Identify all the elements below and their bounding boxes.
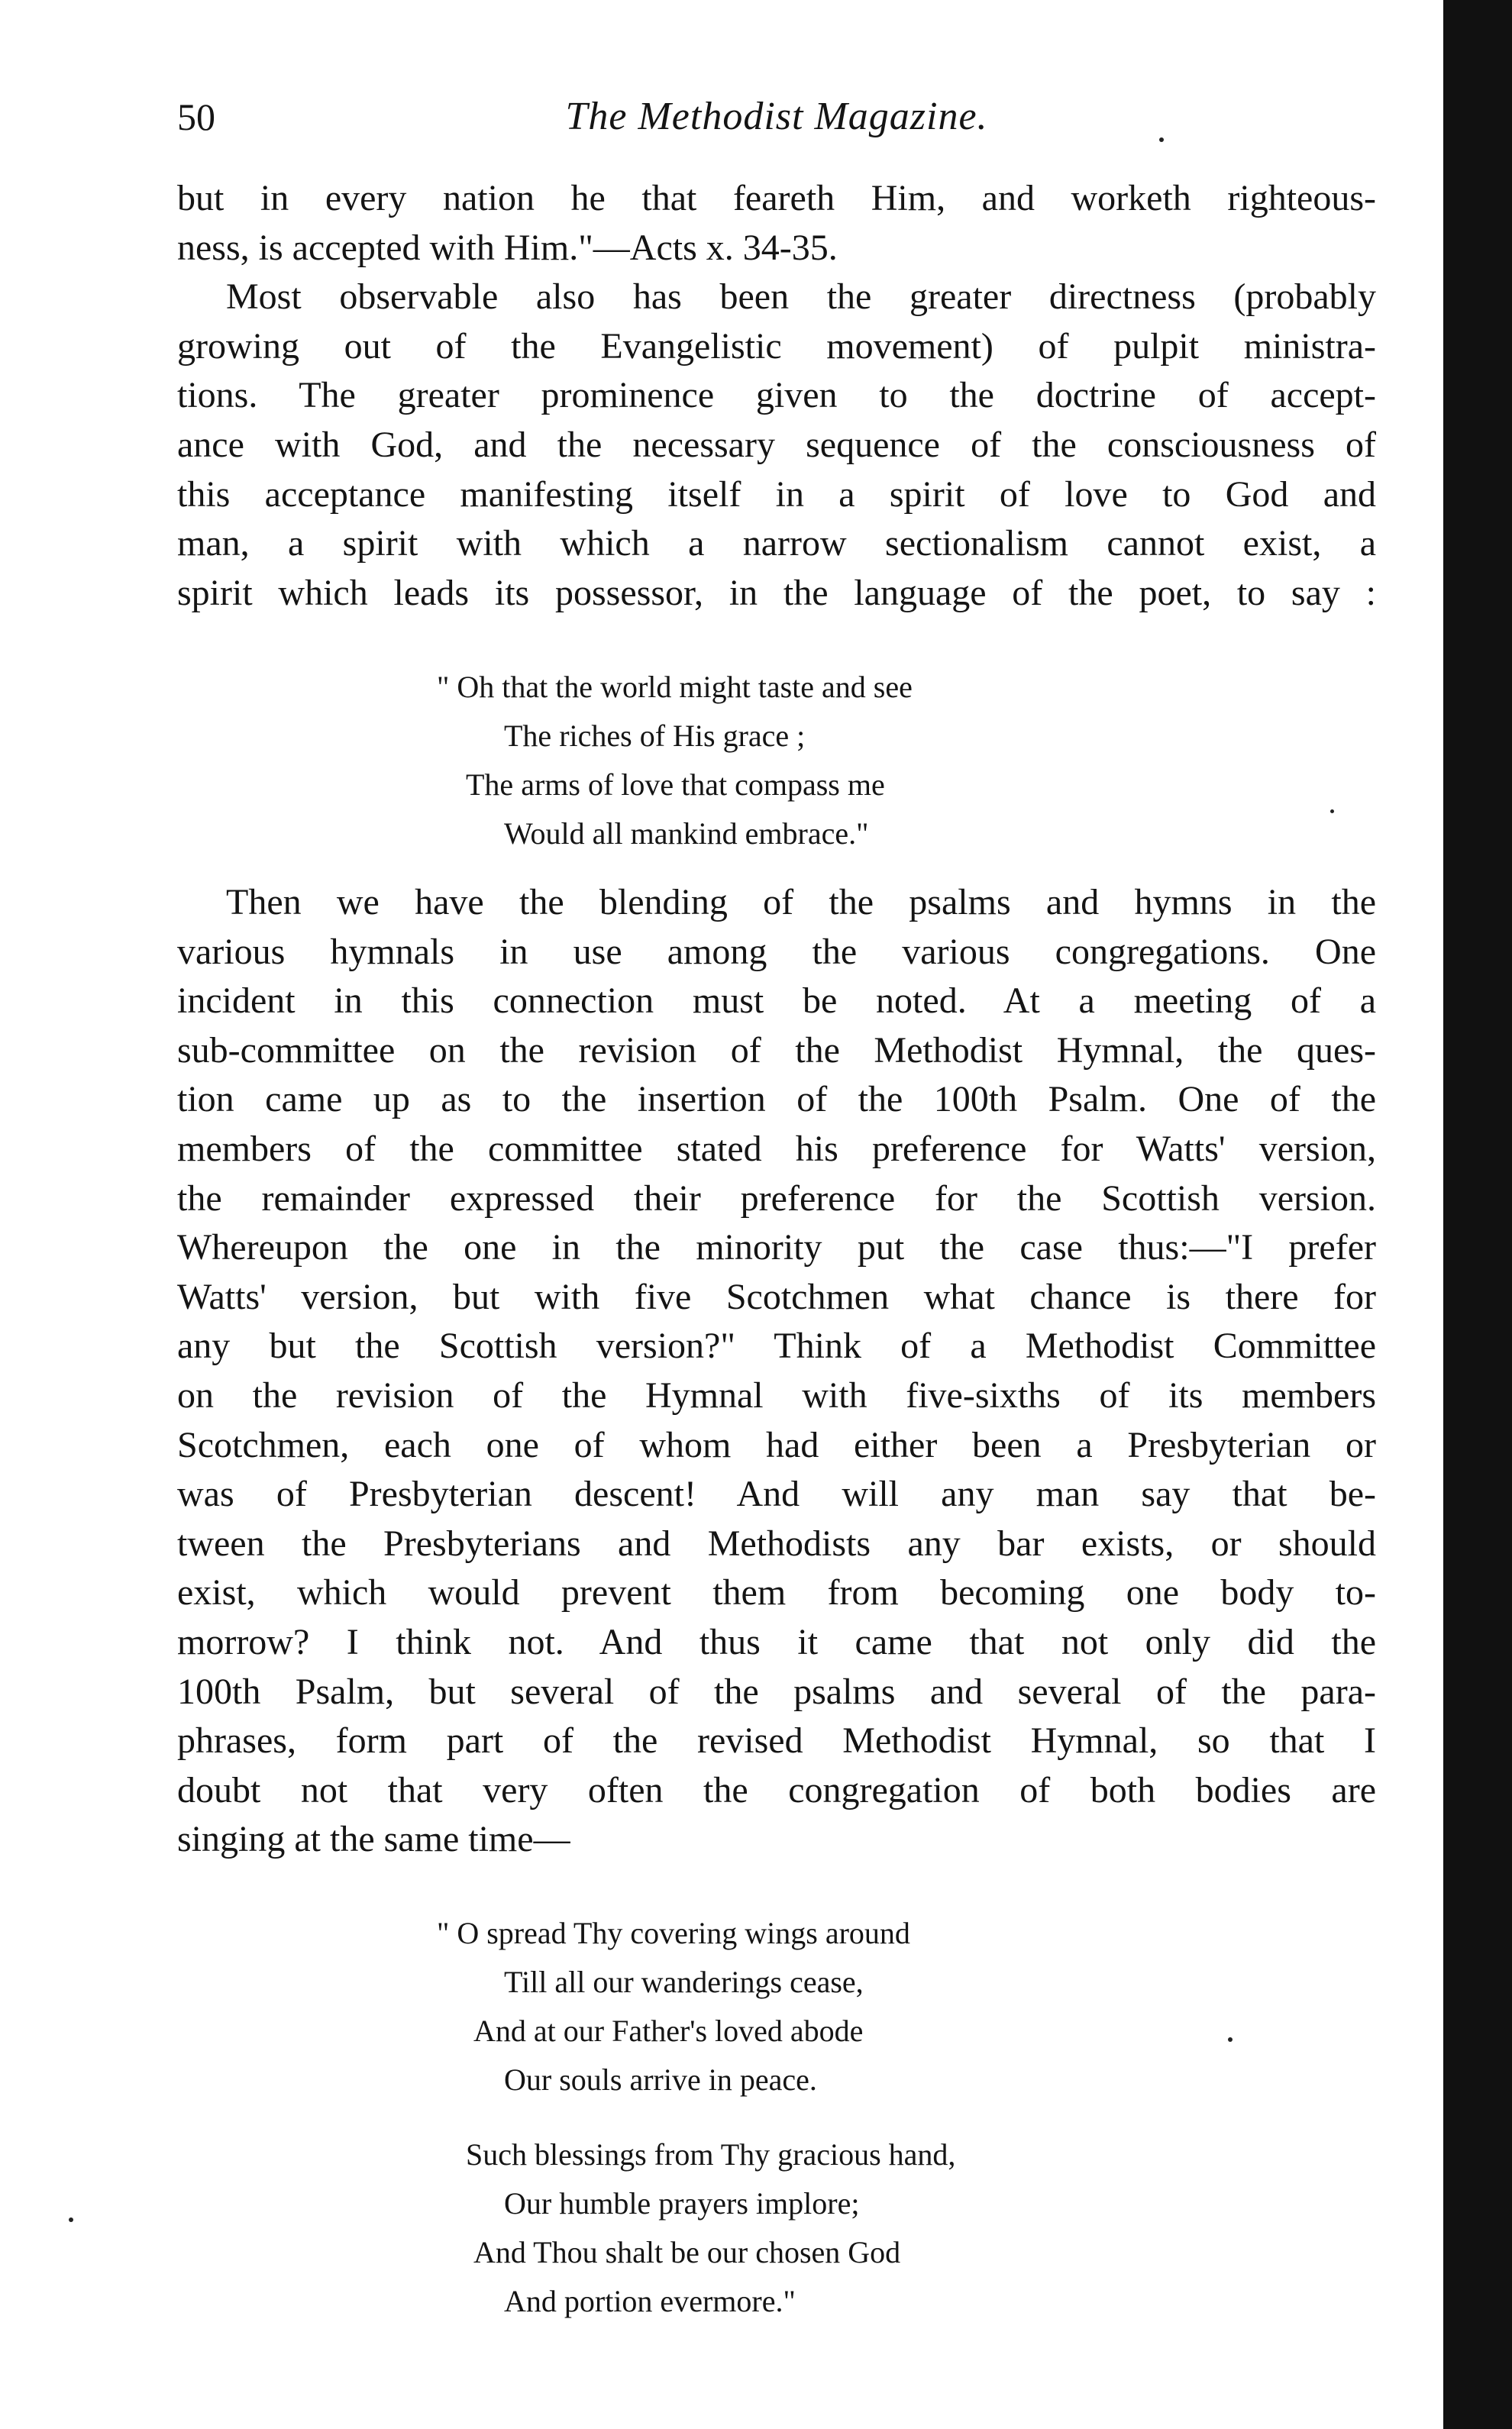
page-number: 50 [177, 95, 215, 138]
text-line: doubt not that very often the congregation of both bodies are [177, 1769, 1376, 1810]
print-speck [1159, 137, 1164, 142]
print-speck [1228, 2037, 1233, 2042]
text-line: exist, which would prevent them from becoming one body to- [177, 1572, 1376, 1613]
text-line: but in every nation he that feareth Him, and worketh righteous- [177, 178, 1376, 218]
text-line: tween the Presbyterians and Methodists any bar exists, or should [177, 1523, 1376, 1564]
text-line: tions. The greater prominence given to the doctrine of accept- [177, 375, 1376, 416]
text-line: this acceptance manifesting itself in a spirit of love to God and [177, 473, 1376, 515]
verse-quotation [0, 663, 1512, 861]
text-line: incident in this connection must be noted. At a meeting of a [177, 980, 1376, 1022]
scan-edge-shadow [1443, 0, 1512, 2429]
body-text [177, 174, 1376, 618]
text-line: sub-committee on the revision of the Methodist Hymnal, the ques- [177, 1029, 1376, 1071]
text-line: Scotchmen, each one of whom had either been a Presbyterian or [177, 1424, 1376, 1465]
verse-line: " Oh that the world might taste and see [437, 670, 913, 704]
print-speck [69, 2217, 73, 2222]
page-header [177, 82, 1376, 151]
text-line: any but the Scottish version?" Think of a Methodist Committee [177, 1326, 1376, 1367]
text-line: tion came up as to the insertion of the 100th Psalm. One of the [177, 1079, 1376, 1120]
verse-line: " O spread Thy covering wings around [437, 1916, 910, 1950]
text-line: was of Presbyterian descent! And will any man say that be- [177, 1474, 1376, 1515]
verse-line: Our humble prayers implore; [504, 2186, 860, 2221]
verse-line: The riches of His grace ; [504, 719, 806, 753]
text-line: 100th Psalm, but several of the psalms and several of the para- [177, 1671, 1376, 1712]
verse-line: Would all mankind embrace." [504, 816, 869, 851]
verse-quotation [0, 1909, 1512, 2318]
text-line: Watts' version, but with five Scotchmen what chance is there for [177, 1276, 1376, 1317]
text-line: the remainder expressed their preference for the Scottish version. [177, 1177, 1376, 1219]
verse-line: And portion evermore." [504, 2284, 796, 2318]
text-line: morrow? I think not. And thus it came that not only did the [177, 1621, 1376, 1662]
body-text [177, 878, 1376, 1865]
text-line: ness, is accepted with Him."—Acts x. 34-35. [177, 227, 838, 268]
verse-line: Till all our wanderings cease, [504, 1965, 864, 1999]
text-line: phrases, form part of the revised Methodist Hymnal, so that I [177, 1720, 1376, 1762]
verse-line: And at our Father's loved abode [473, 2014, 864, 2048]
text-line: Then we have the blending of the psalms and hymns in the [226, 882, 1376, 922]
verse-line: The arms of love that compass me [466, 767, 885, 802]
text-line: various hymnals in use among the various congregations. One [177, 931, 1376, 972]
text-line: spirit which leads its possessor, in the language of the poet, to say : [177, 572, 1376, 613]
text-line: members of the committee stated his preference for Watts' version, [177, 1128, 1376, 1169]
text-line: growing out of the Evangelistic movement) of pulpit ministra- [177, 325, 1376, 367]
text-line: singing at the same time— [177, 1819, 570, 1860]
text-line: on the revision of the Hymnal with five-sixths of its members [177, 1374, 1376, 1416]
text-line: ance with God, and the necessary sequence of the consciousness of [177, 424, 1376, 465]
running-title: The Methodist Magazine. [565, 95, 988, 138]
verse-line: Such blessings from Thy gracious hand, [466, 2137, 956, 2172]
print-speck [1330, 809, 1334, 813]
text-line: man, a spirit with which a narrow sectionalism cannot exist, a [177, 523, 1376, 564]
text-line: Most observable also has been the greater directness (probably [226, 276, 1376, 318]
verse-line: Our souls arrive in peace. [504, 2062, 817, 2097]
verse-line: And Thou shalt be our chosen God [473, 2235, 901, 2269]
text-line: Whereupon the one in the minority put the case thus:—"I prefer [177, 1227, 1376, 1268]
